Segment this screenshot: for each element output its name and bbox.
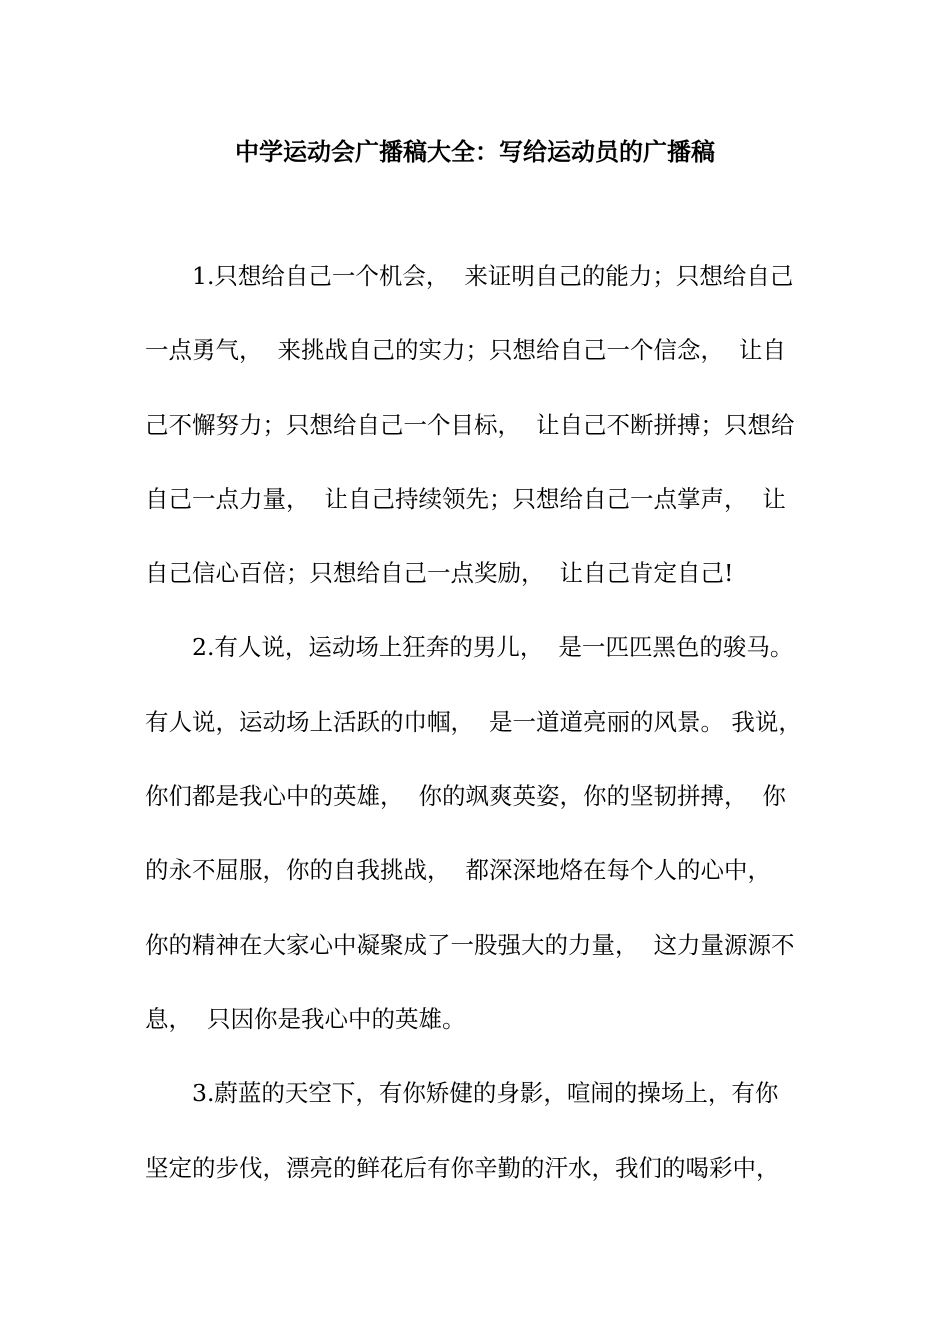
text-line: 2.有人说，运动场上狂奔的男儿， 是一匹匹黑色的骏马。 [192, 633, 794, 662]
text-line: 息， 只因你是我心中的英雄。 [145, 1004, 466, 1033]
document-body [145, 256, 825, 1222]
text-line: 1.只想给自己一个机会， 来证明自己的能力；只想给自己 [192, 262, 794, 290]
text-line: 坚定的步伐，漂亮的鲜花后有你辛勤的汗水，我们的喝彩中， [145, 1153, 780, 1182]
document-title: 中学运动会广播稿大全：写给运动员的广播稿 [235, 138, 715, 166]
text-line: 有人说，运动场上活跃的巾帼， 是一道道亮丽的风景。 我说， [145, 707, 802, 736]
text-line: 一点勇气， 来挑战自己的实力；只想给自己一个信念， 让自 [145, 336, 786, 365]
text-line: 3.蔚蓝的天空下，有你矫健的身影，喧闹的操场上，有你 [192, 1079, 779, 1108]
text-line: 的永不屈服，你的自我挑战， 都深深地烙在每个人的心中， [145, 856, 771, 885]
text-line: 你们都是我心中的英雄， 你的飒爽英姿，你的坚韧拼搏， 你 [145, 782, 786, 811]
text-line: 自己信心百倍；只想给自己一点奖励， 让自己肯定自己! [145, 559, 734, 588]
text-line: 自己一点力量， 让自己持续领先；只想给自己一点掌声， 让 [145, 484, 786, 513]
text-line: 己不懈努力；只想给自己一个目标， 让自己不断拼搏；只想给 [145, 410, 795, 439]
text-line: 你的精神在大家心中凝聚成了一股强大的力量， 这力量源源不 [145, 930, 795, 959]
